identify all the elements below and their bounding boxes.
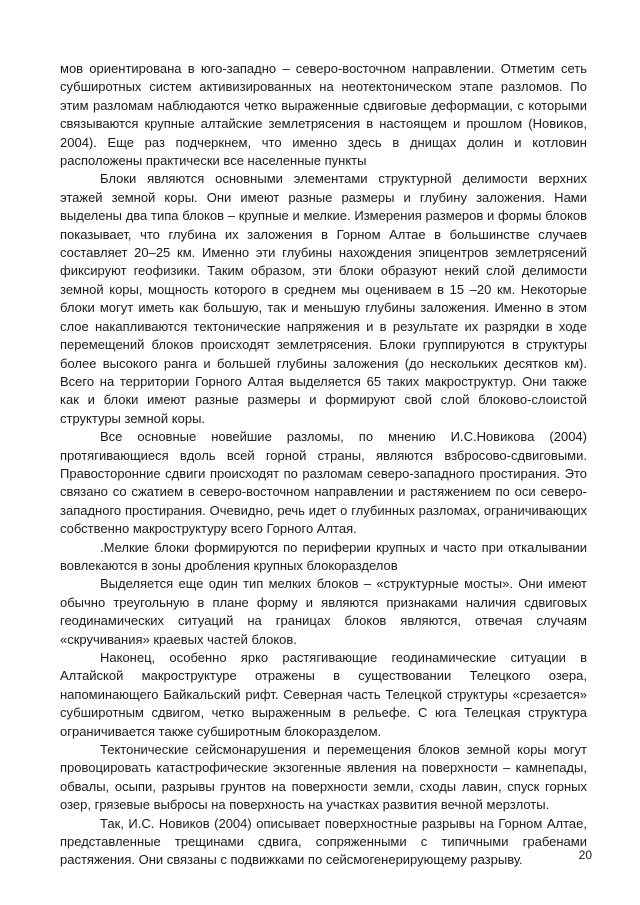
paragraph-faults: Все основные новейшие разломы, по мнению И.С.Новикова (2004) протягивающиеся вдоль всей горной страны, являются взбросово-сдвиговыми. Правосторонние сдвиги происходят по разломам северо-западного простирания. Это связано со сжатием в северо-восточном направлении и растяжением по оси северо-западного простирания. Очевидно, речь идет о глубинных разломах, ограничивающих собственно макроструктуру всего Горного Алтая.	[60, 429, 587, 537]
paragraph-seismic-disturbances: Тектонические сейсмонарушения и перемещения блоков земной коры могут провоцировать катастрофические экзогенные явления на поверхности – камнепады, обвалы, осыпи, разрывы грунтов на поверхности земли, сходы лавин, спуск горных озер, грязевые выбросы на поверхность на участках развития вечной мерзлоты.	[60, 742, 587, 813]
page-body	[60, 60, 587, 870]
page-number: 20	[578, 848, 592, 862]
paragraph-structural-bridges: Выделяется еще один тип мелких блоков – «структурные мосты». Они имеют обычно треугольную в плане форму и являются признаками наличия сдвиговых геодинамических ситуаций на границах блоков являются, отвечая случаям «скручивания» краевых частей блоков.	[60, 576, 587, 647]
paragraph-surface-ruptures: Так, И.С. Новиков (2004) описывает поверхностные разрывы на Горном Алтае, представленные трещинами сдвига, сопряженными с типичными грабенами растяжения. Они связаны с подвижками по сейсмогенерирующему разрыву.	[60, 815, 587, 868]
paragraph-continuation: мов ориентирована в юго-западно – северо-восточном направлении. Отметим сеть субширотных систем активизированных на неотектоническом этапе разломов. По этим разломам наблюдаются четко выраженные сдвиговые деформации, с которыми связываются крупные алтайские землетрясения в настоящем и прошлом (Новиков, 2004). Еще раз подчеркнем, что именно здесь в днищах долин и котловин расположены практически все населенные пункты	[60, 61, 587, 169]
paragraph-teletskoye: Наконец, особенно ярко растягивающие геодинамические ситуации в Алтайской макроструктуре отражены в существовании Телецкого озера, напоминающего Байкальский рифт. Северная часть Телецкой структуры «срезается» субширотным сдвигом, четко выраженным в рельефе. С юга Телецкая структура ограничивается также субширотным блокоразделом.	[60, 650, 587, 739]
paragraph-small-blocks: .Мелкие блоки формируются по периферии крупных и часто при откалывании вовлекаются в зоны дробления крупных блокоразделов	[60, 539, 587, 573]
paragraph-blocks: Блоки являются основными элементами структурной делимости верхних этажей земной коры. Они имеют разные размеры и глубину заложения. Нами выделены два типа блоков – крупные и мелкие. Измерения размеров и формы блоков показывает, что глубина их заложения в Горном Алтае в большинстве случаев составляет 20–25 км. Именно эти глубины нахождения эпицентров землетрясений фиксируют геофизики. Таким образом, эти блоки образуют некий слой делимости земной коры, мощность которого в среднем мы оцениваем в 15 –20 км. Некоторые блоки могут иметь как большую, так и меньшую глубины заложения. Именно в этом слое накапливаются тектонические напряжения и в результате их разрядки в ходе перемещений блоков происходят землетрясения. Блоки группируются в структуры более высокого ранга и большей глубины заложения (до нескольких десятков км). Всего на территории Горного Алтая выделяется 65 таких макроструктур. Они также как и блоки имеют разные размеры и формируют свой слой блоково-слоистой структуры земной коры.	[60, 171, 587, 426]
